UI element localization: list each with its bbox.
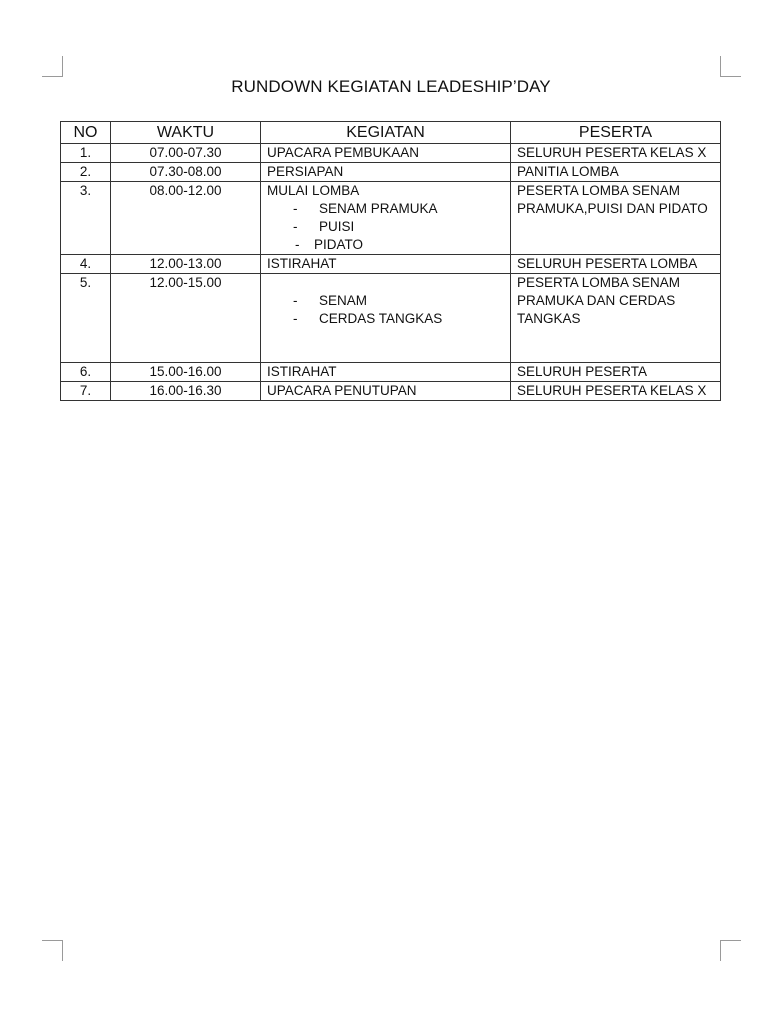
header-peserta: PESERTA [511, 122, 721, 144]
cell-peserta: SELURUH PESERTA [511, 363, 721, 382]
cell-waktu: 08.00-12.00 [111, 182, 261, 255]
cell-peserta: SELURUH PESERTA KELAS X [511, 144, 721, 163]
sub-activity-label: PIDATO [314, 237, 364, 252]
table-row [61, 182, 721, 255]
sub-activity-label: CERDAS TANGKAS [319, 311, 443, 326]
table-row [61, 274, 721, 363]
cell-no: 2. [61, 163, 111, 182]
activity-title: MULAI LOMBA [267, 183, 360, 198]
sub-activity-item [267, 292, 504, 310]
activity-title [267, 274, 504, 292]
cell-peserta: PESERTA LOMBA SENAM PRAMUKA,PUISI DAN PIDATO [511, 182, 721, 255]
table-row [61, 363, 721, 382]
cell-no: 7. [61, 382, 111, 401]
crop-mark-top-left [42, 56, 63, 77]
dash-marker: - [293, 311, 298, 326]
cell-kegiatan: UPACARA PENUTUPAN [261, 382, 511, 401]
cell-waktu: 12.00-15.00 [111, 274, 261, 363]
cell-peserta: SELURUH PESERTA KELAS X [511, 382, 721, 401]
document-title: RUNDOWN KEGIATAN LEADESHIP’DAY [231, 77, 551, 96]
cell-no: 1. [61, 144, 111, 163]
cell-kegiatan: ISTIRAHAT [261, 363, 511, 382]
cell-no: 6. [61, 363, 111, 382]
cell-peserta: PANITIA LOMBA [511, 163, 721, 182]
cell-kegiatan: ISTIRAHAT [261, 255, 511, 274]
table-row [61, 163, 721, 182]
dash-marker: - [295, 237, 300, 252]
sub-activity-list [267, 200, 504, 254]
sub-activity-item [267, 236, 504, 254]
cell-waktu: 12.00-13.00 [111, 255, 261, 274]
sub-activity-label: PUISI [319, 219, 355, 234]
table-row [61, 144, 721, 163]
dash-marker: - [293, 219, 298, 234]
crop-mark-top-right [720, 56, 741, 77]
header-waktu: WAKTU [111, 122, 261, 144]
sub-activity-list [267, 292, 504, 328]
dash-marker: - [293, 201, 298, 216]
cell-no: 5. [61, 274, 111, 363]
table-header-row [61, 122, 721, 144]
cell-kegiatan [261, 274, 511, 363]
cell-no: 3. [61, 182, 111, 255]
cell-no: 4. [61, 255, 111, 274]
crop-mark-bottom-left [42, 940, 63, 961]
cell-waktu: 07.30-08.00 [111, 163, 261, 182]
rundown-table [60, 121, 721, 401]
sub-activity-item [267, 310, 504, 328]
sub-activity-item [267, 218, 504, 236]
cell-peserta: SELURUH PESERTA LOMBA [511, 255, 721, 274]
dash-marker: - [293, 293, 298, 308]
sub-activity-label: SENAM PRAMUKA [319, 201, 438, 216]
cell-waktu: 15.00-16.00 [111, 363, 261, 382]
sub-activity-item [267, 200, 504, 218]
sub-activity-label: SENAM [319, 293, 368, 308]
cell-peserta: PESERTA LOMBA SENAM PRAMUKA DAN CERDAS TANGKAS [511, 274, 721, 363]
cell-waktu: 07.00-07.30 [111, 144, 261, 163]
table-row [61, 382, 721, 401]
table-row [61, 255, 721, 274]
crop-mark-bottom-right [720, 940, 741, 961]
cell-kegiatan: PERSIAPAN [261, 163, 511, 182]
cell-kegiatan [261, 182, 511, 255]
cell-waktu: 16.00-16.30 [111, 382, 261, 401]
header-kegiatan: KEGIATAN [261, 122, 511, 144]
header-no: NO [61, 122, 111, 144]
cell-kegiatan: UPACARA PEMBUKAAN [261, 144, 511, 163]
